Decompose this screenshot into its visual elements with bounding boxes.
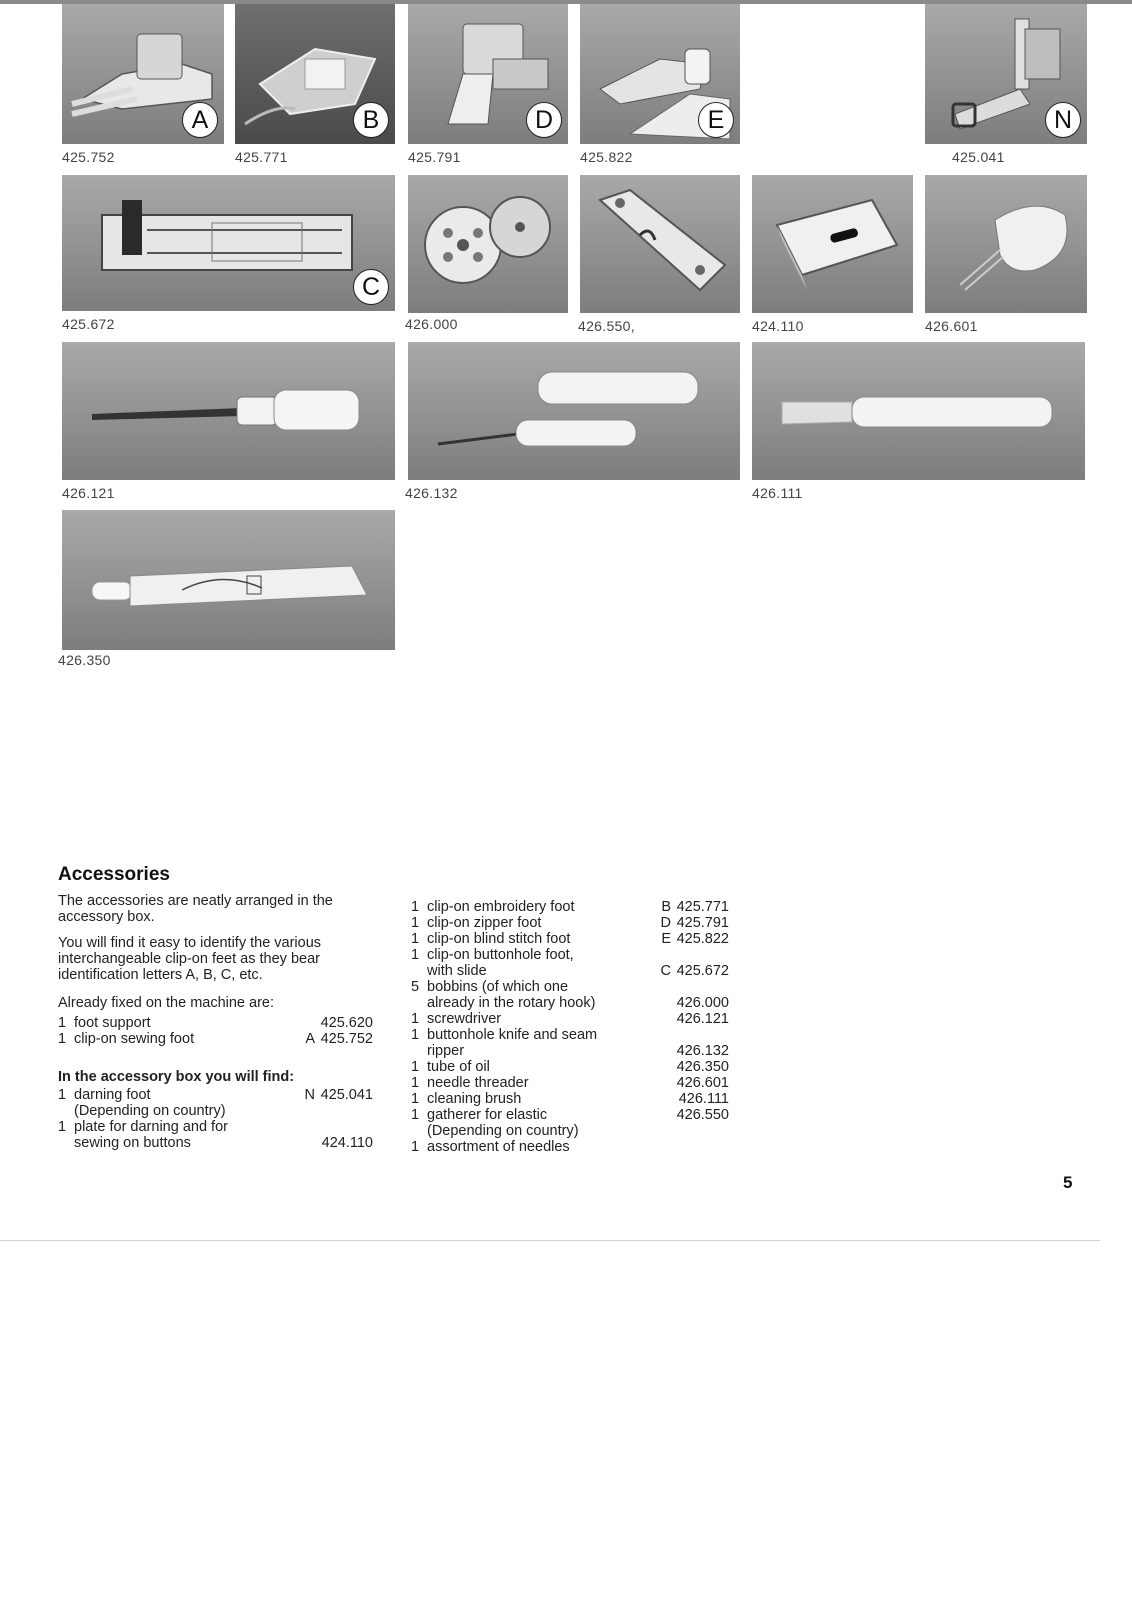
foot-letter	[647, 1027, 673, 1059]
foot-letter-badge: D	[526, 102, 562, 138]
foot-letter-badge: N	[1045, 102, 1081, 138]
part-number: 425.672	[676, 963, 729, 979]
accessories-column-left	[58, 893, 373, 1151]
foot-letter: N	[304, 1087, 315, 1103]
item-description: foot support	[74, 1015, 151, 1031]
list-item	[411, 979, 729, 1011]
part-number: 426.000	[676, 995, 729, 1011]
photo-cleaning-brush	[752, 342, 1085, 480]
foot-letter	[647, 1123, 673, 1139]
part-number: 426.550,	[578, 318, 635, 334]
oil-tube-illustration	[62, 510, 395, 650]
item-description: plate for darning and for sewing on buttons	[74, 1119, 228, 1151]
part-number: 425.822	[580, 149, 633, 165]
item-description: tube of oil	[427, 1059, 490, 1075]
photo-embroidery-foot-b	[235, 4, 395, 144]
photo-screwdriver	[62, 342, 395, 480]
quantity: 1	[411, 947, 420, 963]
gatherer-illustration	[580, 175, 740, 313]
list-item	[58, 1015, 373, 1031]
quantity: 1	[411, 1091, 420, 1107]
photo-seam-ripper	[408, 342, 740, 480]
part-number: 425.041	[952, 149, 1005, 165]
list-item	[58, 1031, 373, 1047]
part-number: 426.550	[676, 1107, 729, 1123]
foot-letter	[647, 1011, 673, 1027]
part-number: 424.110	[752, 318, 804, 334]
fixed-heading: Already fixed on the machine are:	[58, 995, 275, 1011]
foot-letter: B	[661, 899, 671, 915]
foot-letter	[291, 1119, 317, 1151]
list-item	[58, 1087, 373, 1119]
photo-zipper-foot-d	[408, 4, 568, 144]
quantity: 1	[411, 931, 420, 947]
cleaning-brush-illustration	[752, 342, 1085, 480]
list-item	[411, 1139, 729, 1155]
intro-paragraph: You will find it easy to identify the various interchangeable clip-on feet as they bear identification letters A, B, C, etc.	[58, 935, 322, 983]
quantity: 1	[58, 1087, 67, 1103]
part-number	[673, 1139, 729, 1155]
foot-letter: C	[660, 963, 671, 979]
quantity: 1	[411, 1011, 420, 1027]
quantity: 1	[411, 899, 420, 915]
item-description: clip-on embroidery foot	[427, 899, 575, 915]
part-number: 426.132	[676, 1043, 729, 1059]
item-description: cleaning brush	[427, 1091, 522, 1107]
item-description: needle threader	[427, 1075, 529, 1091]
photo-darning-plate	[752, 175, 913, 313]
list-item	[411, 1107, 729, 1123]
buttonhole-foot-illustration	[62, 175, 395, 311]
item-description: (Depending on country)	[427, 1123, 579, 1139]
list-item	[411, 1123, 729, 1139]
part-number	[673, 1123, 729, 1139]
foot-letter: D	[660, 915, 671, 931]
part-number: 426.111	[678, 1091, 729, 1107]
accessories-column-right	[411, 899, 729, 1155]
part-number: 425.822	[676, 931, 729, 947]
list-item	[411, 1027, 729, 1059]
item-description: assortment of needles	[427, 1139, 570, 1155]
intro-paragraph: The accessories are neatly arranged in the accessory box.	[58, 893, 333, 925]
part-number: 425.041	[320, 1087, 373, 1103]
part-number: 426.121	[676, 1011, 729, 1027]
foot-letter	[647, 1091, 673, 1107]
item-description: buttonhole knife and seam ripper	[427, 1027, 598, 1059]
list-item	[411, 1091, 729, 1107]
part-number: 426.121	[62, 485, 115, 501]
bobbins-illustration	[408, 175, 568, 313]
item-description: darning foot (Depending on country)	[74, 1087, 226, 1119]
list-item	[411, 1011, 729, 1027]
part-number: 425.791	[408, 149, 461, 165]
foot-letter: A	[305, 1031, 315, 1047]
quantity: 1	[411, 1075, 420, 1091]
part-number: 426.000	[405, 316, 458, 332]
list-item	[411, 947, 729, 979]
foot-letter-badge: C	[353, 269, 389, 305]
foot-letter-badge: B	[353, 102, 389, 138]
part-number: 426.601	[925, 318, 978, 334]
quantity: 1	[411, 915, 420, 931]
part-number: 425.771	[676, 899, 729, 915]
photo-presser-foot-a	[62, 4, 224, 144]
list-item	[411, 899, 729, 915]
quantity: 1	[58, 1031, 67, 1047]
seam-ripper-illustration	[408, 342, 740, 480]
part-number: 425.771	[235, 149, 288, 165]
part-number: 425.752	[320, 1031, 373, 1047]
section-title: Accessories	[58, 864, 170, 885]
part-number: 426.111	[752, 485, 803, 501]
part-number: 426.350	[676, 1059, 729, 1075]
quantity: 1	[58, 1119, 67, 1135]
page-number: 5	[1063, 1173, 1073, 1192]
list-item	[411, 1075, 729, 1091]
foot-letter	[647, 1107, 673, 1123]
part-number: 426.132	[405, 485, 458, 501]
photo-buttonhole-foot-c	[62, 175, 395, 311]
part-number: 425.752	[62, 149, 115, 165]
darning-plate-illustration	[752, 175, 913, 313]
foot-letter-badge: A	[182, 102, 218, 138]
list-item	[411, 915, 729, 931]
foot-letter: E	[661, 931, 671, 947]
part-number: 425.672	[62, 316, 115, 332]
box-heading: In the accessory box you will find:	[58, 1069, 295, 1085]
item-description: clip-on blind stitch foot	[427, 931, 571, 947]
photo-needle-threader	[925, 175, 1087, 313]
quantity: 1	[411, 1059, 420, 1075]
item-description: screwdriver	[427, 1011, 502, 1027]
foot-letter-badge: E	[698, 102, 734, 138]
part-number: 425.620	[320, 1015, 373, 1031]
list-item	[411, 931, 729, 947]
foot-letter	[647, 979, 673, 1011]
part-number: 426.350	[58, 652, 111, 668]
screwdriver-illustration	[62, 342, 395, 480]
foot-letter	[647, 1075, 673, 1091]
quantity	[411, 1123, 427, 1139]
photo-darning-foot-n	[925, 4, 1087, 144]
item-description: gatherer for elastic	[427, 1107, 548, 1123]
foot-letter	[647, 1059, 673, 1075]
item-description: clip-on zipper foot	[427, 915, 542, 931]
foot-letter	[291, 1015, 317, 1031]
item-description: clip-on buttonhole foot, with slide	[427, 947, 574, 979]
photo-gatherer	[580, 175, 740, 313]
photo-blind-stitch-foot-e	[580, 4, 740, 144]
photo-oil-tube	[62, 510, 395, 650]
quantity: 1	[411, 1107, 420, 1123]
quantity: 1	[58, 1015, 67, 1031]
photo-bobbins	[408, 175, 568, 313]
part-number: 424.110	[321, 1135, 373, 1151]
quantity: 5	[411, 979, 420, 995]
part-number: 426.601	[676, 1075, 729, 1091]
item-description: bobbins (of which one already in the rotary hook)	[427, 979, 596, 1011]
list-item	[58, 1119, 373, 1151]
item-description: clip-on sewing foot	[74, 1031, 195, 1047]
list-item	[411, 1059, 729, 1075]
needle-threader-illustration	[925, 175, 1087, 313]
bottom-rule	[0, 1240, 1100, 1241]
quantity: 1	[411, 1027, 420, 1043]
foot-letter	[647, 1139, 673, 1155]
part-number: 425.791	[676, 915, 729, 931]
quantity: 1	[411, 1139, 420, 1155]
